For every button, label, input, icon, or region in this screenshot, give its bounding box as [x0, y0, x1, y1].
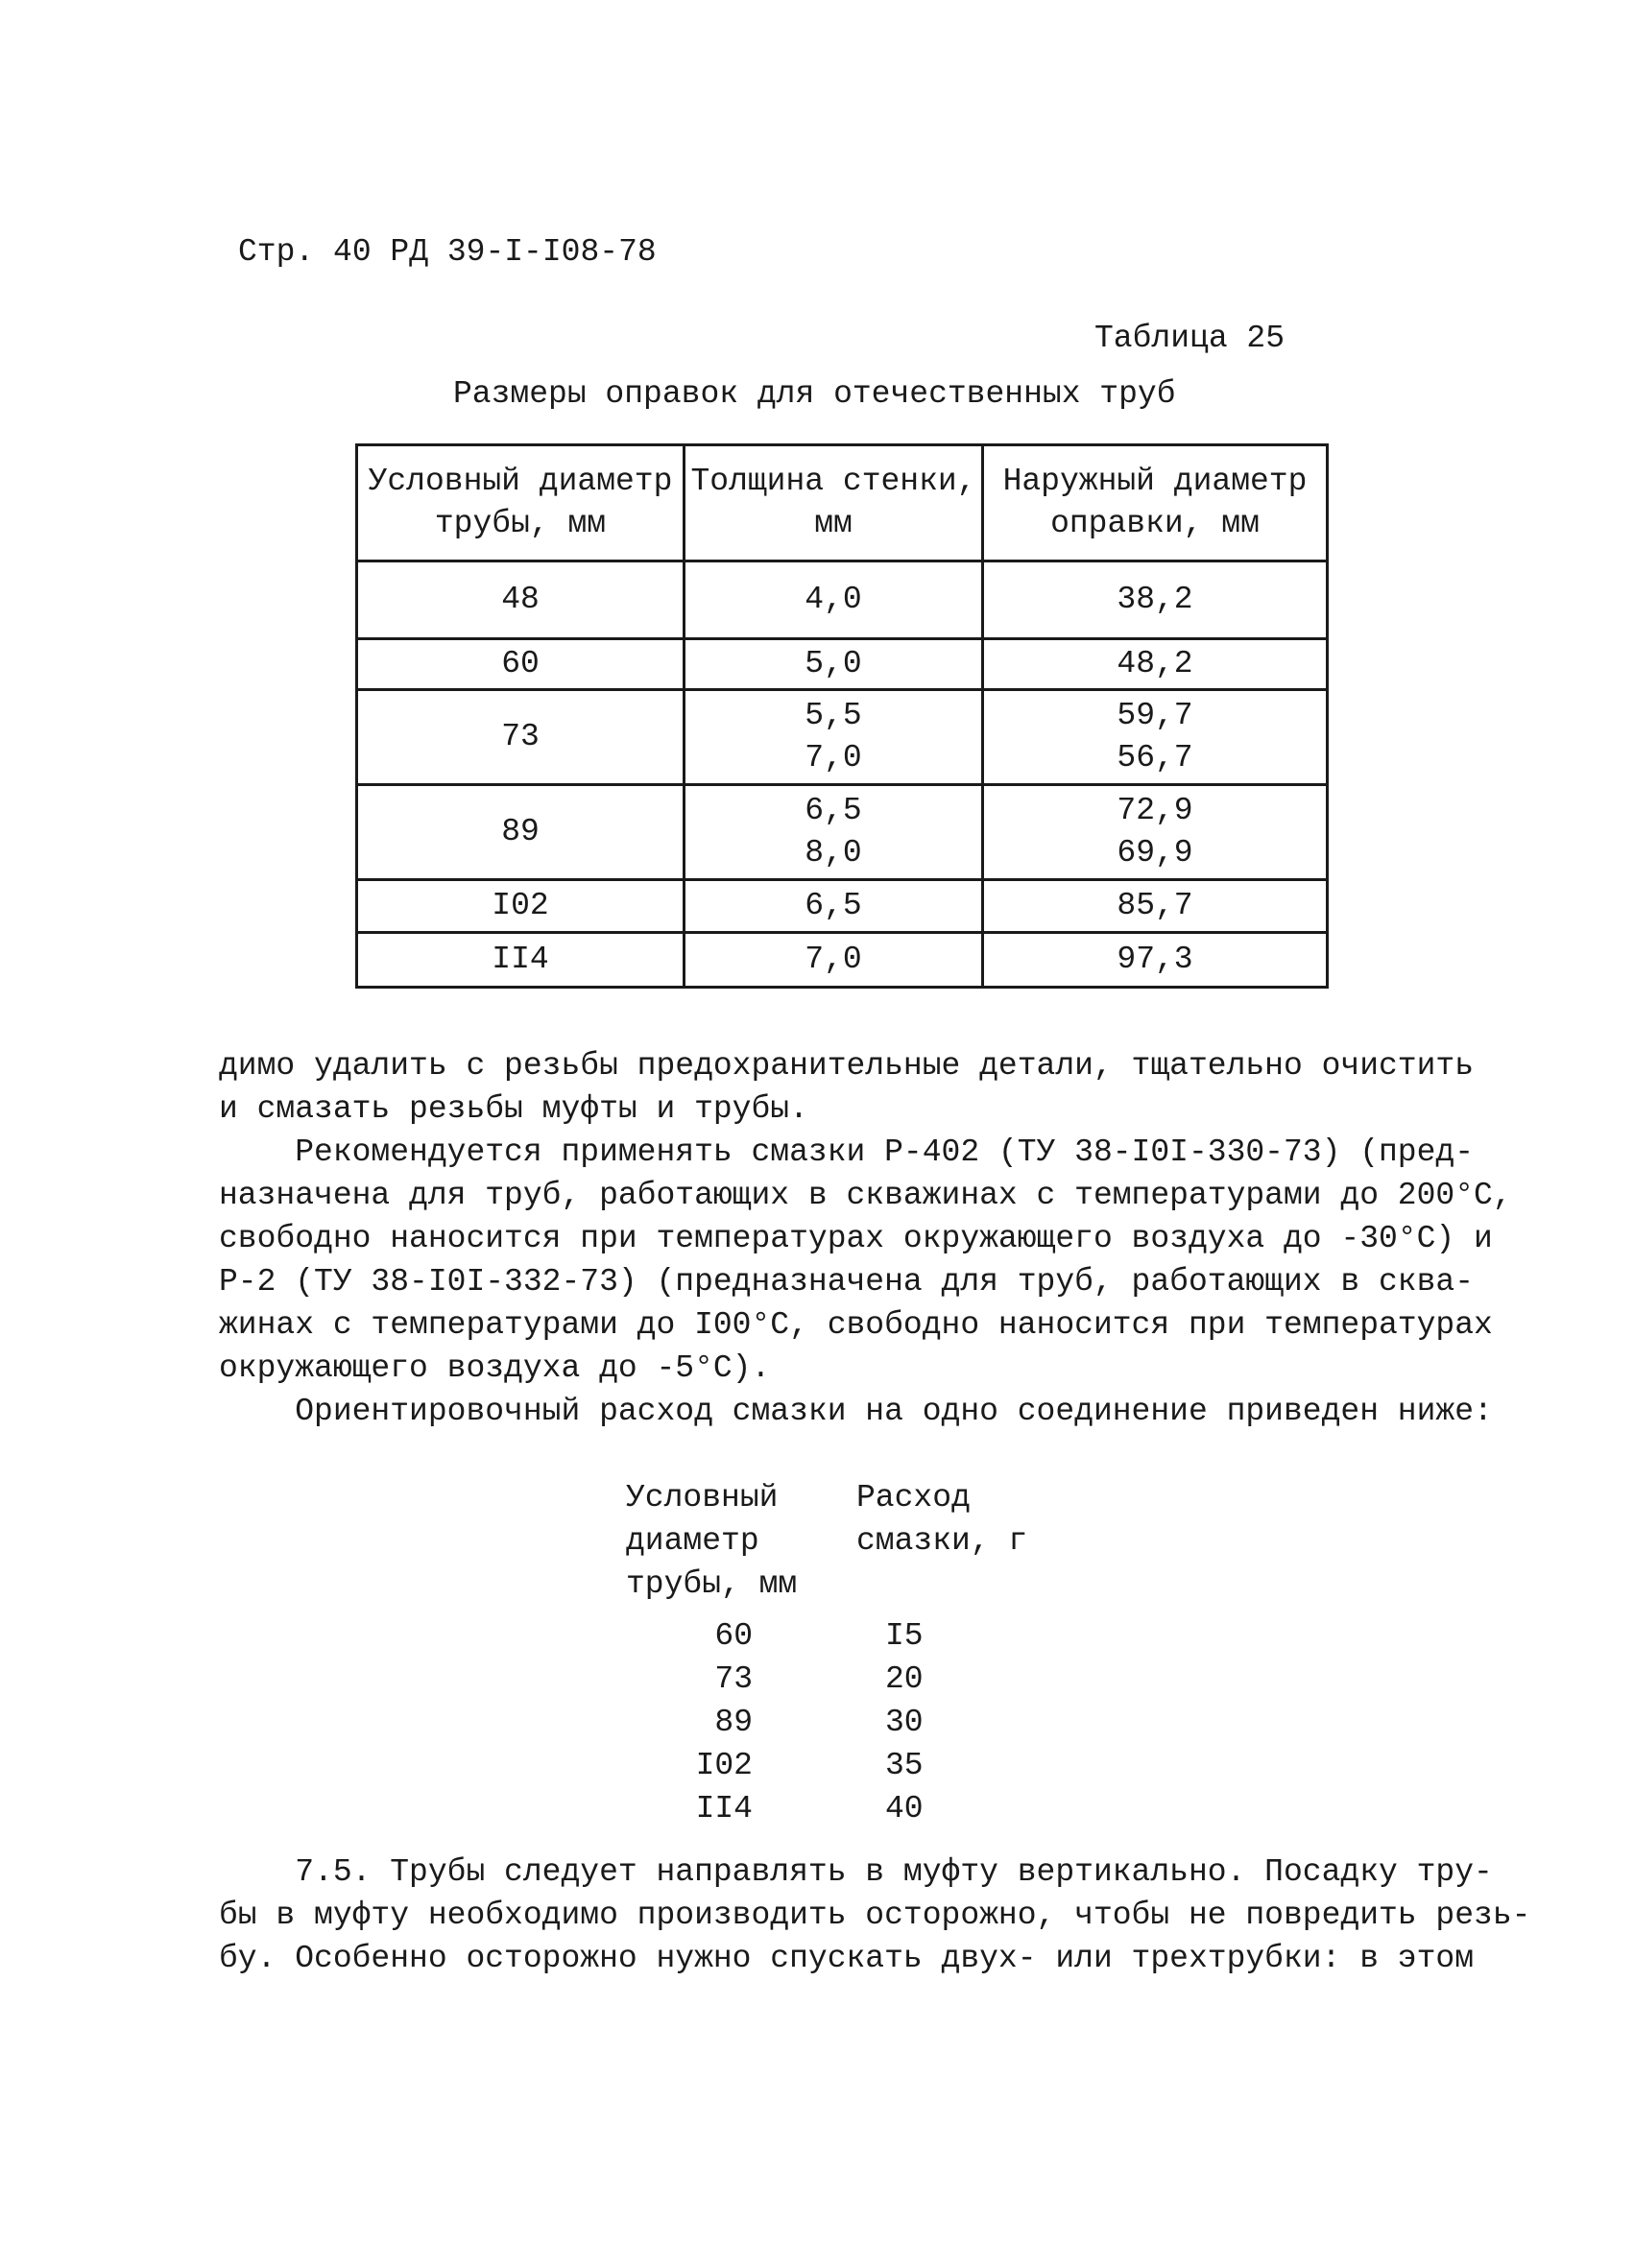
paragraph-lubricants: [219, 1131, 1512, 1390]
lubricant-row: [626, 1787, 1010, 1830]
page-header: Стр. 40 РД 39-I-I08-78: [238, 234, 657, 270]
cell-diameter: 48: [357, 561, 685, 639]
text-line: бу. Особенно осторожно нужно спускать двух- или трехтрубки: в этом: [219, 1941, 1475, 1976]
lubricant-header-diameter: [626, 1476, 797, 1606]
cell-value: 5,5: [805, 698, 862, 733]
table-row: [357, 690, 1328, 785]
lubricant-rows: [626, 1614, 1010, 1830]
table-header-row: [357, 445, 1328, 561]
header-line: Наружный диаметр: [1002, 464, 1308, 499]
lubricant-consumption: I5: [885, 1618, 924, 1654]
column-header-outer: [983, 445, 1328, 561]
lubricant-diameter: I02: [695, 1748, 753, 1783]
lubricant-diameter: 89: [714, 1705, 753, 1740]
text-line: свободно наносится при температурах окружающего воздуха до -30°С) и: [219, 1221, 1493, 1256]
lubricant-consumption: 30: [885, 1705, 924, 1740]
lubricant-row: [626, 1744, 1010, 1787]
cell-value: 72,9: [1117, 793, 1193, 828]
table-row: [357, 785, 1328, 880]
lubricant-header-consumption: [856, 1476, 1027, 1563]
cell-wall: 7,0: [685, 933, 983, 988]
cell-outer: [983, 785, 1328, 880]
header-line: оправки, мм: [1050, 506, 1260, 541]
cell-value: 56,7: [1117, 740, 1193, 776]
text-line: 7.5. Трубы следует направлять в муфту вертикально. Посадку тру-: [219, 1854, 1493, 1890]
cell-outer: [983, 690, 1328, 785]
text-line: Рекомендуется применять смазки Р-402 (ТУ 38-I0I-330-73) (пред-: [219, 1134, 1475, 1170]
text-line: и смазать резьбы муфты и трубы.: [219, 1091, 808, 1127]
text-line: окружающего воздуха до -5°С).: [219, 1350, 771, 1386]
text-line: жинах с температурами до I00°С, свободно наносится при температурах: [219, 1307, 1493, 1343]
cell-outer: 85,7: [983, 880, 1328, 933]
text-line: бы в муфту необходимо производить осторожно, чтобы не повредить резь-: [219, 1898, 1531, 1933]
lubricant-consumption: 40: [885, 1791, 924, 1826]
cell-wall: 5,0: [685, 639, 983, 690]
cell-value: 59,7: [1117, 698, 1193, 733]
column-header-diameter: [357, 445, 685, 561]
cell-value: 8,0: [805, 835, 862, 871]
cell-outer: 38,2: [983, 561, 1328, 639]
header-line: Расход: [856, 1480, 971, 1516]
cell-value: 6,5: [805, 793, 862, 828]
paragraph-section-7-5: [219, 1850, 1531, 1980]
table-row: [357, 639, 1328, 690]
header-line: смазки, г: [856, 1523, 1028, 1559]
cell-diameter: II4: [357, 933, 685, 988]
lubricant-row: [626, 1614, 1010, 1658]
cell-diameter: 73: [357, 690, 685, 785]
header-line: Условный диаметр: [368, 464, 673, 499]
cell-wall: 4,0: [685, 561, 983, 639]
lubricant-diameter: II4: [695, 1791, 753, 1826]
cell-wall: [685, 785, 983, 880]
cell-diameter: 89: [357, 785, 685, 880]
header-line: трубы, мм: [626, 1566, 798, 1602]
cell-wall: [685, 690, 983, 785]
cell-value: 69,9: [1117, 835, 1193, 871]
lubricant-row: [626, 1701, 1010, 1744]
header-line: мм: [814, 506, 853, 541]
lubricant-diameter: 60: [714, 1618, 753, 1654]
cell-diameter: 60: [357, 639, 685, 690]
lubricant-consumption: 20: [885, 1661, 924, 1697]
text-line: Ориентировочный расход смазки на одно соединение приведен ниже:: [219, 1394, 1493, 1429]
paragraph-continuation: [219, 1044, 1475, 1131]
column-header-wall: [685, 445, 983, 561]
header-line: трубы, мм: [434, 506, 607, 541]
text-line: Р-2 (ТУ 38-I0I-332-73) (предназначена для труб, работающих в сква-: [219, 1264, 1475, 1300]
mandrel-size-table: [355, 443, 1329, 989]
header-line: Толщина стенки,: [690, 464, 976, 499]
text-line: назначена для труб, работающих в скважинах с температурами до 200°С,: [219, 1178, 1512, 1213]
cell-outer: 48,2: [983, 639, 1328, 690]
table-row: [357, 933, 1328, 988]
cell-diameter: I02: [357, 880, 685, 933]
cell-value: 7,0: [805, 740, 862, 776]
header-line: Условный: [626, 1480, 779, 1516]
cell-wall: 6,5: [685, 880, 983, 933]
table-caption: Размеры оправок для отечественных труб: [453, 376, 1176, 412]
table-row: [357, 880, 1328, 933]
lubricant-consumption: 35: [885, 1748, 924, 1783]
text-line: димо удалить с резьбы предохранительные детали, тщательно очистить: [219, 1048, 1475, 1084]
cell-outer: 97,3: [983, 933, 1328, 988]
lubricant-row: [626, 1658, 1010, 1701]
lubricant-diameter: 73: [714, 1661, 753, 1697]
header-line: диаметр: [626, 1523, 759, 1559]
table-row: [357, 561, 1328, 639]
paragraph-consumption-intro: [219, 1390, 1493, 1433]
table-number: Таблица 25: [1094, 321, 1286, 356]
